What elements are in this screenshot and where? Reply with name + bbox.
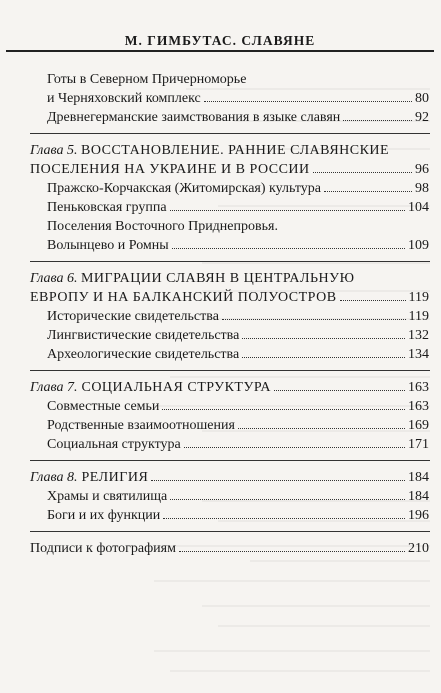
page-number: 171 bbox=[408, 437, 429, 452]
page-number: 92 bbox=[415, 110, 429, 125]
chapter-label: Глава 8. bbox=[30, 470, 78, 485]
entry-title: Боги и их функции bbox=[47, 508, 161, 523]
toc-chapter-entry[interactable] bbox=[30, 269, 429, 307]
page-number: 134 bbox=[408, 347, 429, 362]
chapter-title: ПОСЕЛЕНИЯ НА УКРАИНЕ И В РОССИИ bbox=[30, 162, 310, 177]
toc-entry[interactable] bbox=[47, 108, 429, 127]
leader-dots bbox=[343, 109, 412, 121]
entry-title: Храмы и святилища bbox=[47, 489, 168, 504]
chapter-label: Глава 6. bbox=[30, 271, 78, 286]
entry-title: Совместные семьи bbox=[47, 399, 160, 414]
leader-dots bbox=[172, 237, 405, 249]
toc-entry[interactable] bbox=[47, 307, 429, 326]
leader-dots bbox=[238, 417, 405, 429]
entry-title-line bbox=[30, 269, 429, 288]
toc-chapter-entry[interactable] bbox=[30, 378, 429, 397]
show-through-line bbox=[218, 625, 430, 627]
leader-dots bbox=[163, 507, 405, 519]
toc-entry[interactable] bbox=[47, 70, 429, 108]
entry-title: Исторические свидетельства bbox=[47, 309, 219, 324]
toc-chapter-entry[interactable] bbox=[30, 468, 429, 487]
entry-title: Родственные взаимоотношения bbox=[47, 418, 235, 433]
section-divider bbox=[30, 261, 430, 262]
chapter-title: РЕЛИГИЯ bbox=[81, 470, 149, 485]
toc-entry[interactable] bbox=[47, 179, 429, 198]
chapter-title: МИГРАЦИИ СЛАВЯН В ЦЕНТРАЛЬНУЮ bbox=[80, 271, 355, 286]
entry-title: Лингвистические свидетельства bbox=[47, 328, 240, 343]
chapter-title: СОЦИАЛЬНАЯ СТРУКТУРА bbox=[81, 380, 272, 395]
page-number: 119 bbox=[408, 309, 429, 324]
leader-dots bbox=[184, 436, 405, 448]
entry-title: Подписи к фотографиям bbox=[30, 541, 176, 556]
page-number: 163 bbox=[408, 399, 429, 414]
leader-dots bbox=[204, 90, 412, 102]
leader-dots bbox=[340, 289, 406, 301]
chapter-label: Глава 7. bbox=[30, 380, 78, 395]
show-through-line bbox=[250, 560, 430, 562]
leader-dots bbox=[170, 199, 405, 211]
page-number: 132 bbox=[408, 328, 429, 343]
toc-entry[interactable] bbox=[47, 416, 429, 435]
leader-dots bbox=[222, 308, 406, 320]
toc-entry[interactable] bbox=[30, 539, 429, 558]
entry-title-line: Готы в Северном Причерноморье bbox=[47, 72, 247, 87]
section-divider bbox=[30, 460, 430, 461]
toc-entry[interactable] bbox=[47, 345, 429, 364]
chapter-title: ЕВРОПУ И НА БАЛКАНСКИЙ ПОЛУОСТРОВ bbox=[30, 290, 337, 305]
section-divider bbox=[30, 370, 430, 371]
leader-dots bbox=[324, 180, 412, 192]
entry-title: Социальная структура bbox=[47, 437, 181, 452]
page-number: 184 bbox=[408, 489, 429, 504]
page-number: 80 bbox=[415, 91, 429, 106]
leader-dots bbox=[242, 327, 405, 339]
toc-entry[interactable] bbox=[47, 198, 429, 217]
leader-dots bbox=[242, 346, 405, 358]
page-number: 163 bbox=[408, 380, 429, 395]
page-number: 210 bbox=[408, 541, 429, 556]
page-number: 104 bbox=[408, 200, 429, 215]
toc-entry[interactable] bbox=[47, 506, 429, 525]
leader-dots bbox=[179, 540, 405, 552]
entry-title: Пражско-Корчакская (Житомирская) культура bbox=[47, 181, 321, 196]
page-number: 169 bbox=[408, 418, 429, 433]
section-divider bbox=[30, 133, 430, 134]
show-through-line bbox=[154, 580, 430, 582]
page-number: 109 bbox=[408, 238, 429, 253]
toc-entry[interactable] bbox=[47, 217, 429, 255]
page-number: 119 bbox=[408, 290, 429, 305]
leader-dots bbox=[170, 488, 405, 500]
entry-title: и Черняховский комплекс bbox=[47, 91, 201, 106]
page-number: 98 bbox=[415, 181, 429, 196]
page-number: 184 bbox=[408, 470, 429, 485]
page-number: 196 bbox=[408, 508, 429, 523]
running-header: М. ГИМБУТАС. СЛАВЯНЕ bbox=[6, 22, 434, 52]
leader-dots bbox=[162, 398, 405, 410]
leader-dots bbox=[274, 379, 405, 391]
page-number: 96 bbox=[415, 162, 429, 177]
toc-entry[interactable] bbox=[47, 326, 429, 345]
toc-chapter-entry[interactable] bbox=[30, 141, 429, 179]
section-divider bbox=[30, 531, 430, 532]
entry-title: Волынцево и Ромны bbox=[47, 238, 169, 253]
entry-title: Древнегерманские заимствования в языке славян bbox=[47, 110, 341, 125]
leader-dots bbox=[313, 161, 412, 173]
entry-title-line: Поселения Восточного Приднепровья. bbox=[47, 219, 278, 234]
entry-title: Пеньковская группа bbox=[47, 200, 167, 215]
show-through-line bbox=[202, 262, 430, 264]
show-through-line bbox=[202, 605, 430, 607]
show-through-line bbox=[154, 650, 430, 652]
chapter-label: Глава 5. bbox=[30, 143, 78, 158]
toc-entry[interactable] bbox=[47, 487, 429, 506]
entry-title-line bbox=[30, 141, 429, 160]
show-through-line bbox=[170, 670, 430, 672]
chapter-title: ВОССТАНОВЛЕНИЕ. РАННИЕ СЛАВЯНСКИЕ bbox=[80, 143, 390, 158]
toc-entry[interactable] bbox=[47, 397, 429, 416]
leader-dots bbox=[151, 469, 405, 481]
entry-title: Археологические свидетельства bbox=[47, 347, 240, 362]
toc-entry[interactable] bbox=[47, 435, 429, 454]
